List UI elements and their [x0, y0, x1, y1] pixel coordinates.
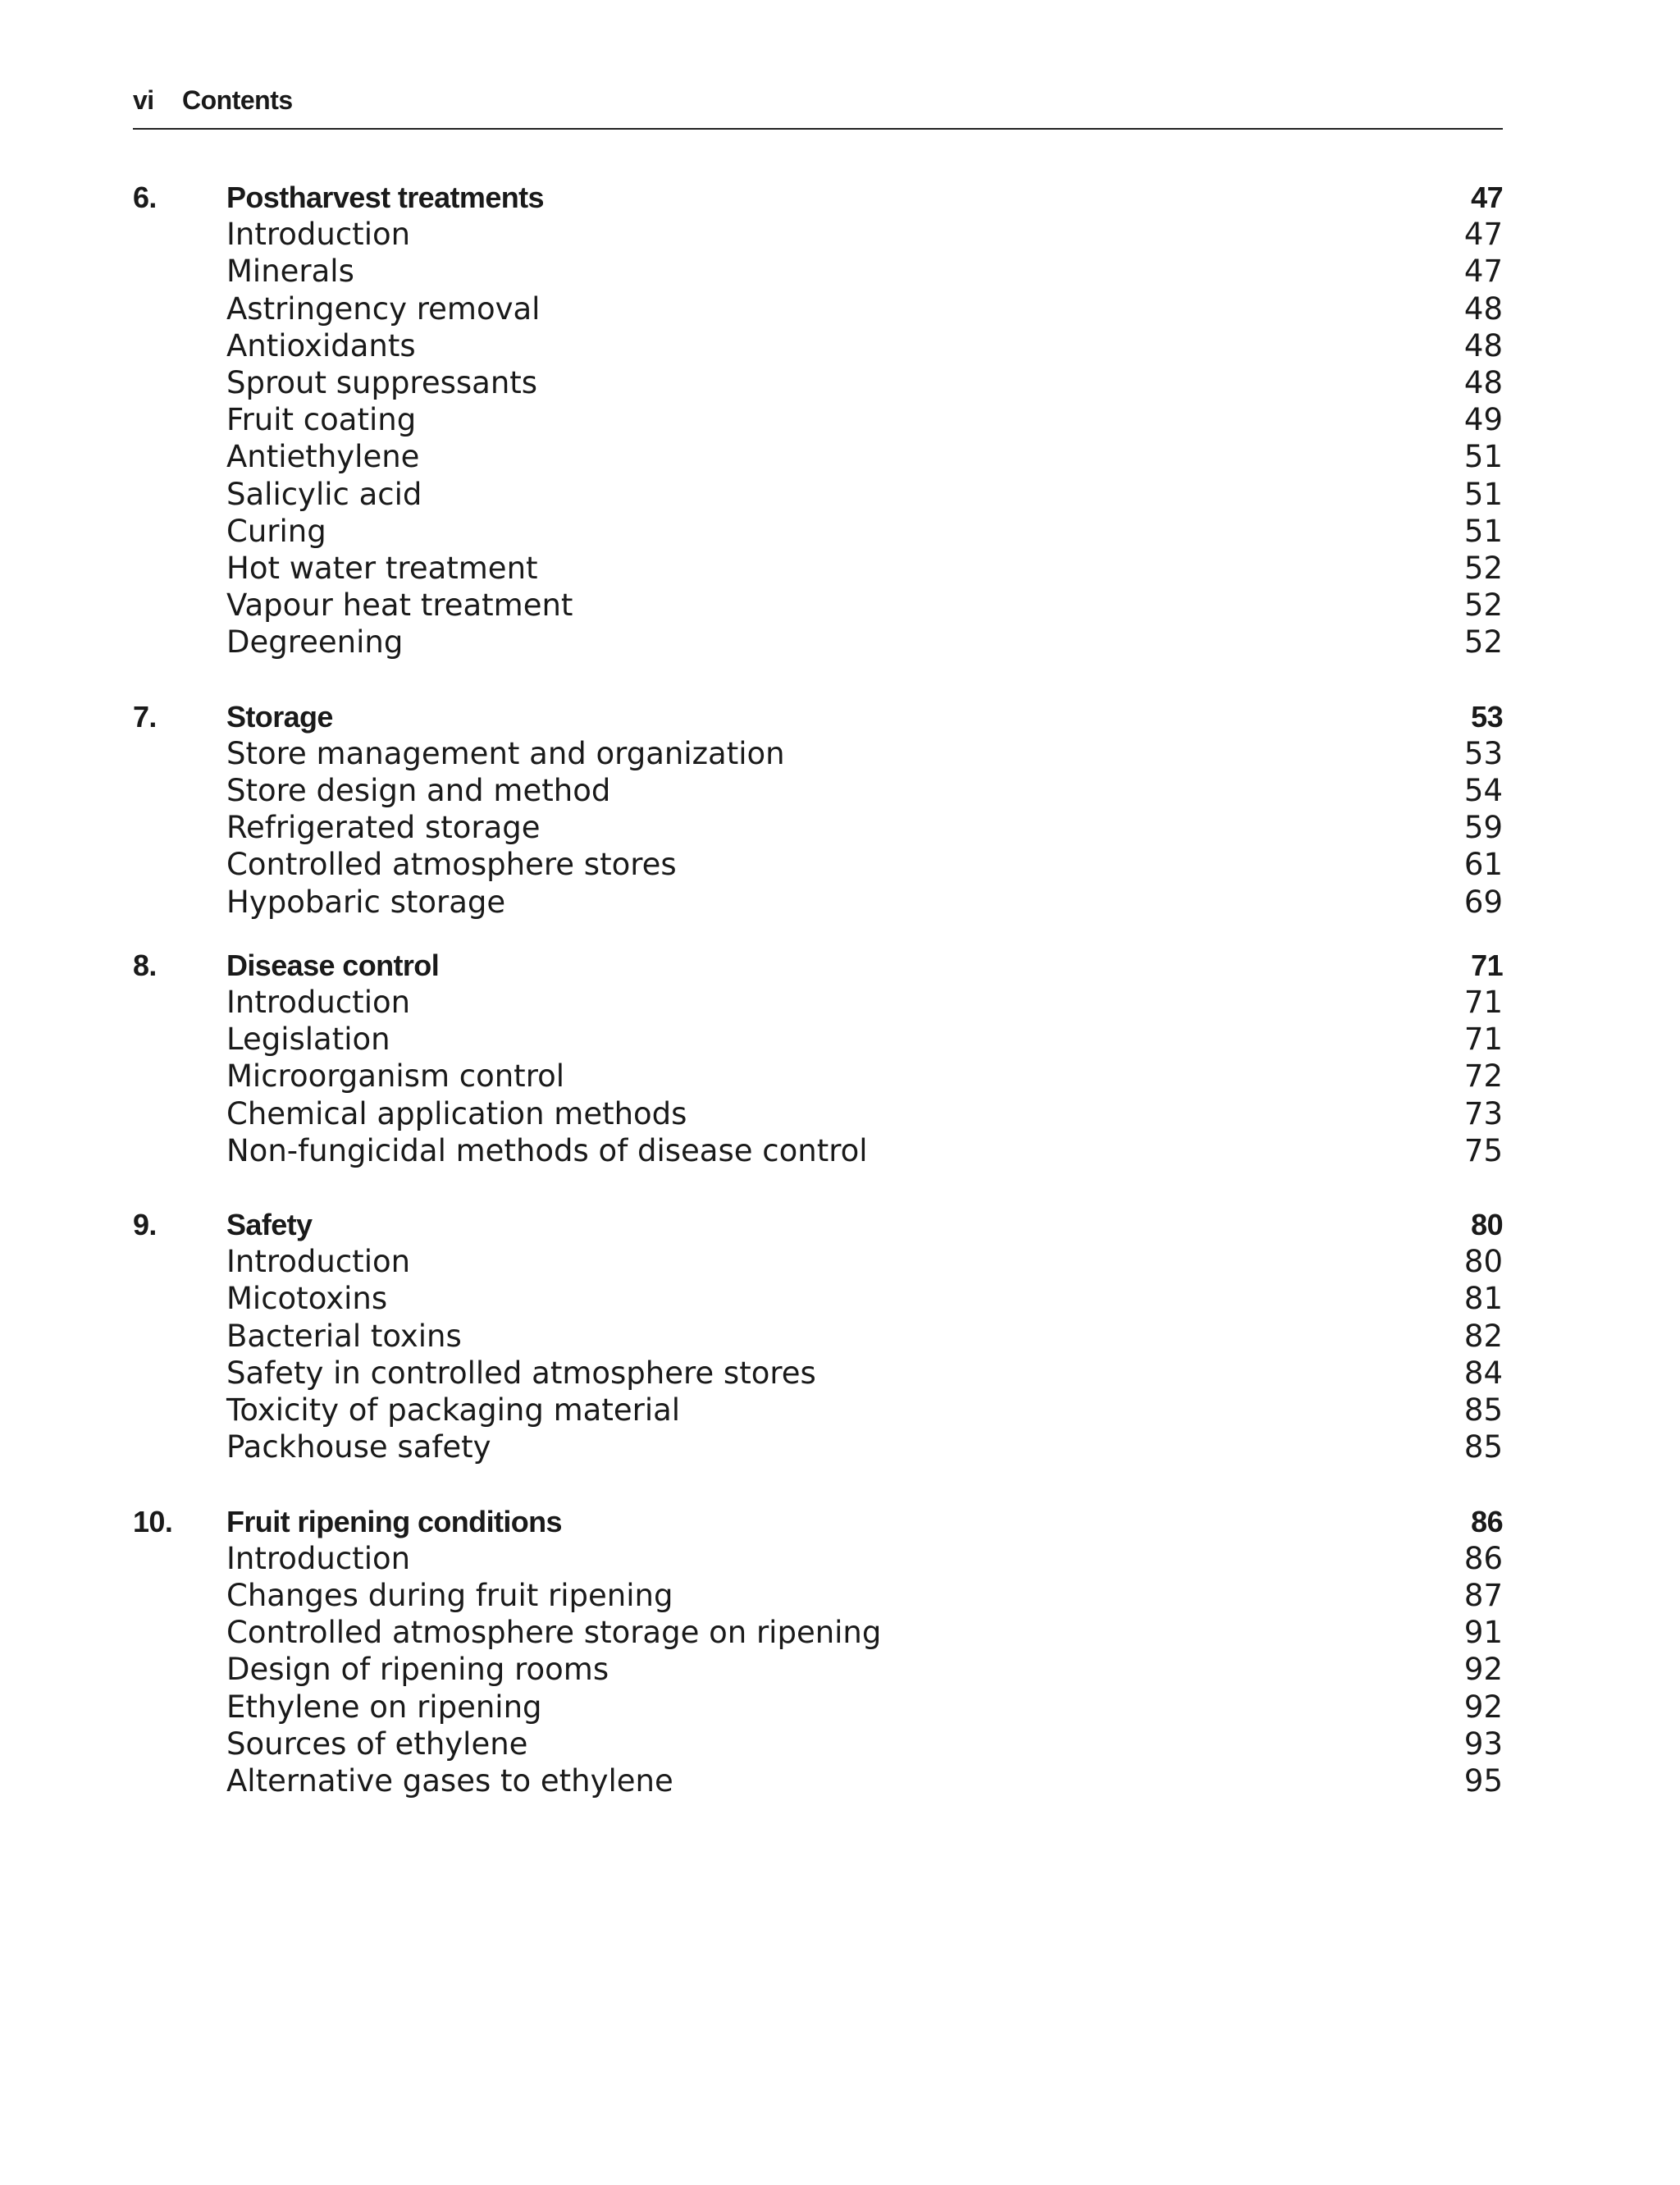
toc-section-entry [133, 364, 1503, 401]
toc-section-page: 51 [1463, 476, 1503, 512]
toc-chapter-title: Disease control [226, 948, 440, 982]
toc-section-entry [133, 1280, 1503, 1317]
toc-section-title: Alternative gases to ethylene [226, 1762, 673, 1799]
toc-section-title: Introduction [226, 1540, 411, 1576]
toc-section-page: 71 [1463, 1022, 1503, 1058]
toc-section-entry [133, 1318, 1503, 1355]
toc-section-title: Store design and method [226, 773, 611, 808]
toc-section-title: Degreening [226, 624, 404, 661]
toc-chapter-page: 47 [1471, 181, 1503, 214]
toc-chapter-number: 10. [133, 1504, 173, 1538]
toc-section-entry [133, 290, 1503, 327]
toc-chapter-number: 8. [133, 948, 157, 982]
toc-section-page: 71 [1463, 984, 1503, 1020]
toc-section-title: Changes during fruit ripening [226, 1577, 673, 1613]
toc-section-entry [133, 401, 1503, 438]
toc-section-entry [133, 1577, 1503, 1614]
toc-section-entry [133, 1726, 1503, 1762]
toc-chapter [133, 947, 1503, 1169]
toc-section-page: 82 [1463, 1318, 1503, 1354]
toc-chapter-page: 71 [1471, 948, 1503, 982]
toc-section-entry [133, 438, 1503, 475]
toc-section-entry [133, 1540, 1503, 1577]
toc-chapter-title: Storage [226, 699, 333, 734]
toc-section-entry [133, 216, 1503, 253]
toc-section-title: Hot water treatment [226, 550, 538, 586]
toc-section-entry [133, 1428, 1503, 1465]
toc-section-page: 73 [1463, 1095, 1503, 1131]
toc-section-title: Introduction [226, 217, 411, 253]
toc-section-entry [133, 1058, 1503, 1095]
toc-section-title: Antiethylene [226, 439, 420, 475]
toc-section-title: Micotoxins [226, 1281, 388, 1317]
toc-section-page: 48 [1463, 327, 1503, 363]
toc-section-page: 51 [1463, 439, 1503, 475]
toc-section-title: Hypobaric storage [226, 884, 506, 920]
toc-section-entry [133, 984, 1503, 1021]
toc-section-title: Design of ripening rooms [226, 1652, 609, 1688]
toc-section-title: Sources of ethylene [226, 1726, 528, 1762]
toc-section-page: 52 [1463, 587, 1503, 624]
toc-section-page: 59 [1463, 810, 1503, 846]
running-head [133, 82, 1503, 130]
toc-section-page: 91 [1463, 1615, 1503, 1651]
toc-section-entry [133, 476, 1503, 513]
toc-chapter-number: 6. [133, 181, 157, 214]
toc-section-title: Astringency removal [226, 290, 541, 327]
toc-section-entry [133, 513, 1503, 550]
toc-section-entry [133, 327, 1503, 364]
toc-chapter-page: 80 [1471, 1208, 1503, 1242]
toc-section-entry [133, 1021, 1503, 1058]
toc-section-entry [133, 735, 1503, 772]
toc-section-page: 85 [1463, 1429, 1503, 1465]
toc-section-entry [133, 1355, 1503, 1392]
toc-section-page: 81 [1463, 1281, 1503, 1317]
toc-section-page: 93 [1463, 1726, 1503, 1762]
toc-section-title: Curing [226, 513, 326, 549]
toc-section-title: Fruit coating [226, 402, 417, 438]
toc-section-entry [133, 550, 1503, 587]
toc-section-title: Introduction [226, 1244, 411, 1280]
toc-section-title: Toxicity of packaging material [226, 1392, 681, 1428]
page-folio: vi [133, 85, 154, 115]
toc-section-page: 61 [1463, 847, 1503, 883]
toc-section-entry [133, 809, 1503, 846]
toc-section-entry [133, 624, 1503, 661]
toc-section-title: Packhouse safety [226, 1429, 491, 1465]
toc-chapter-title: Safety [226, 1208, 313, 1242]
toc-chapter [133, 698, 1503, 921]
toc-chapter [133, 1503, 1503, 1800]
toc-section-page: 95 [1463, 1762, 1503, 1799]
toc-chapter-heading [133, 698, 1503, 735]
toc-section-title: Ethylene on ripening [226, 1689, 542, 1725]
toc-section-title: Microorganism control [226, 1058, 565, 1095]
toc-section-page: 54 [1463, 773, 1503, 808]
toc-section-page: 47 [1463, 254, 1503, 290]
running-head-title: Contents [182, 85, 293, 115]
toc-section-title: Sprout suppressants [226, 364, 538, 400]
toc-section-page: 85 [1463, 1392, 1503, 1428]
toc-chapter-heading [133, 947, 1503, 984]
toc-chapter-heading [133, 1503, 1503, 1540]
toc-section-title: Controlled atmosphere storage on ripening [226, 1615, 882, 1651]
toc-section-title: Introduction [226, 984, 411, 1020]
toc-section-entry [133, 1095, 1503, 1132]
toc-section-page: 52 [1463, 550, 1503, 586]
toc-section-page: 72 [1463, 1058, 1503, 1095]
toc-chapter-title: Fruit ripening conditions [226, 1504, 562, 1538]
toc-section-title: Bacterial toxins [226, 1318, 462, 1354]
toc-section-entry [133, 1689, 1503, 1726]
toc-section-entry [133, 1762, 1503, 1799]
toc-chapter-title: Postharvest treatments [226, 181, 544, 214]
toc-section-page: 53 [1463, 735, 1503, 771]
toc-section-page: 75 [1463, 1132, 1503, 1168]
toc-section-entry [133, 1132, 1503, 1169]
toc-section-title: Store management and organization [226, 735, 785, 771]
toc-chapter-heading [133, 179, 1503, 216]
toc-section-page: 69 [1463, 884, 1503, 920]
toc-section-entry [133, 1392, 1503, 1428]
toc-section-title: Safety in controlled atmosphere stores [226, 1355, 816, 1391]
toc-section-page: 48 [1463, 290, 1503, 327]
toc-chapter-number: 7. [133, 699, 157, 734]
toc-section-page: 87 [1463, 1577, 1503, 1613]
table-of-contents [133, 179, 1503, 1799]
toc-section-title: Chemical application methods [226, 1095, 687, 1131]
toc-section-page: 48 [1463, 364, 1503, 400]
toc-section-entry [133, 884, 1503, 921]
toc-section-title: Vapour heat treatment [226, 587, 573, 624]
toc-chapter [133, 179, 1503, 661]
toc-section-entry [133, 772, 1503, 809]
toc-chapter-heading [133, 1206, 1503, 1243]
toc-section-page: 51 [1463, 513, 1503, 549]
toc-section-page: 92 [1463, 1652, 1503, 1688]
toc-section-page: 92 [1463, 1689, 1503, 1725]
toc-section-page: 84 [1463, 1355, 1503, 1391]
toc-section-entry [133, 1243, 1503, 1280]
toc-section-title: Non-fungicidal methods of disease control [226, 1132, 868, 1168]
toc-section-page: 47 [1463, 217, 1503, 253]
toc-section-title: Antioxidants [226, 327, 416, 363]
toc-section-entry [133, 587, 1503, 624]
toc-section-title: Salicylic acid [226, 476, 422, 512]
toc-section-page: 86 [1463, 1540, 1503, 1576]
toc-chapter [133, 1206, 1503, 1465]
toc-section-entry [133, 1614, 1503, 1651]
toc-section-title: Refrigerated storage [226, 810, 541, 846]
toc-section-entry [133, 846, 1503, 883]
toc-section-page: 52 [1463, 624, 1503, 661]
toc-section-title: Controlled atmosphere stores [226, 847, 677, 883]
toc-section-entry [133, 1651, 1503, 1688]
toc-chapter-number: 9. [133, 1208, 157, 1242]
toc-chapter-page: 86 [1471, 1504, 1503, 1538]
toc-section-page: 80 [1463, 1244, 1503, 1280]
toc-section-title: Legislation [226, 1022, 390, 1058]
toc-section-title: Minerals [226, 254, 354, 290]
toc-chapter-page: 53 [1471, 699, 1503, 734]
toc-section-page: 49 [1463, 402, 1503, 438]
toc-section-entry [133, 253, 1503, 290]
